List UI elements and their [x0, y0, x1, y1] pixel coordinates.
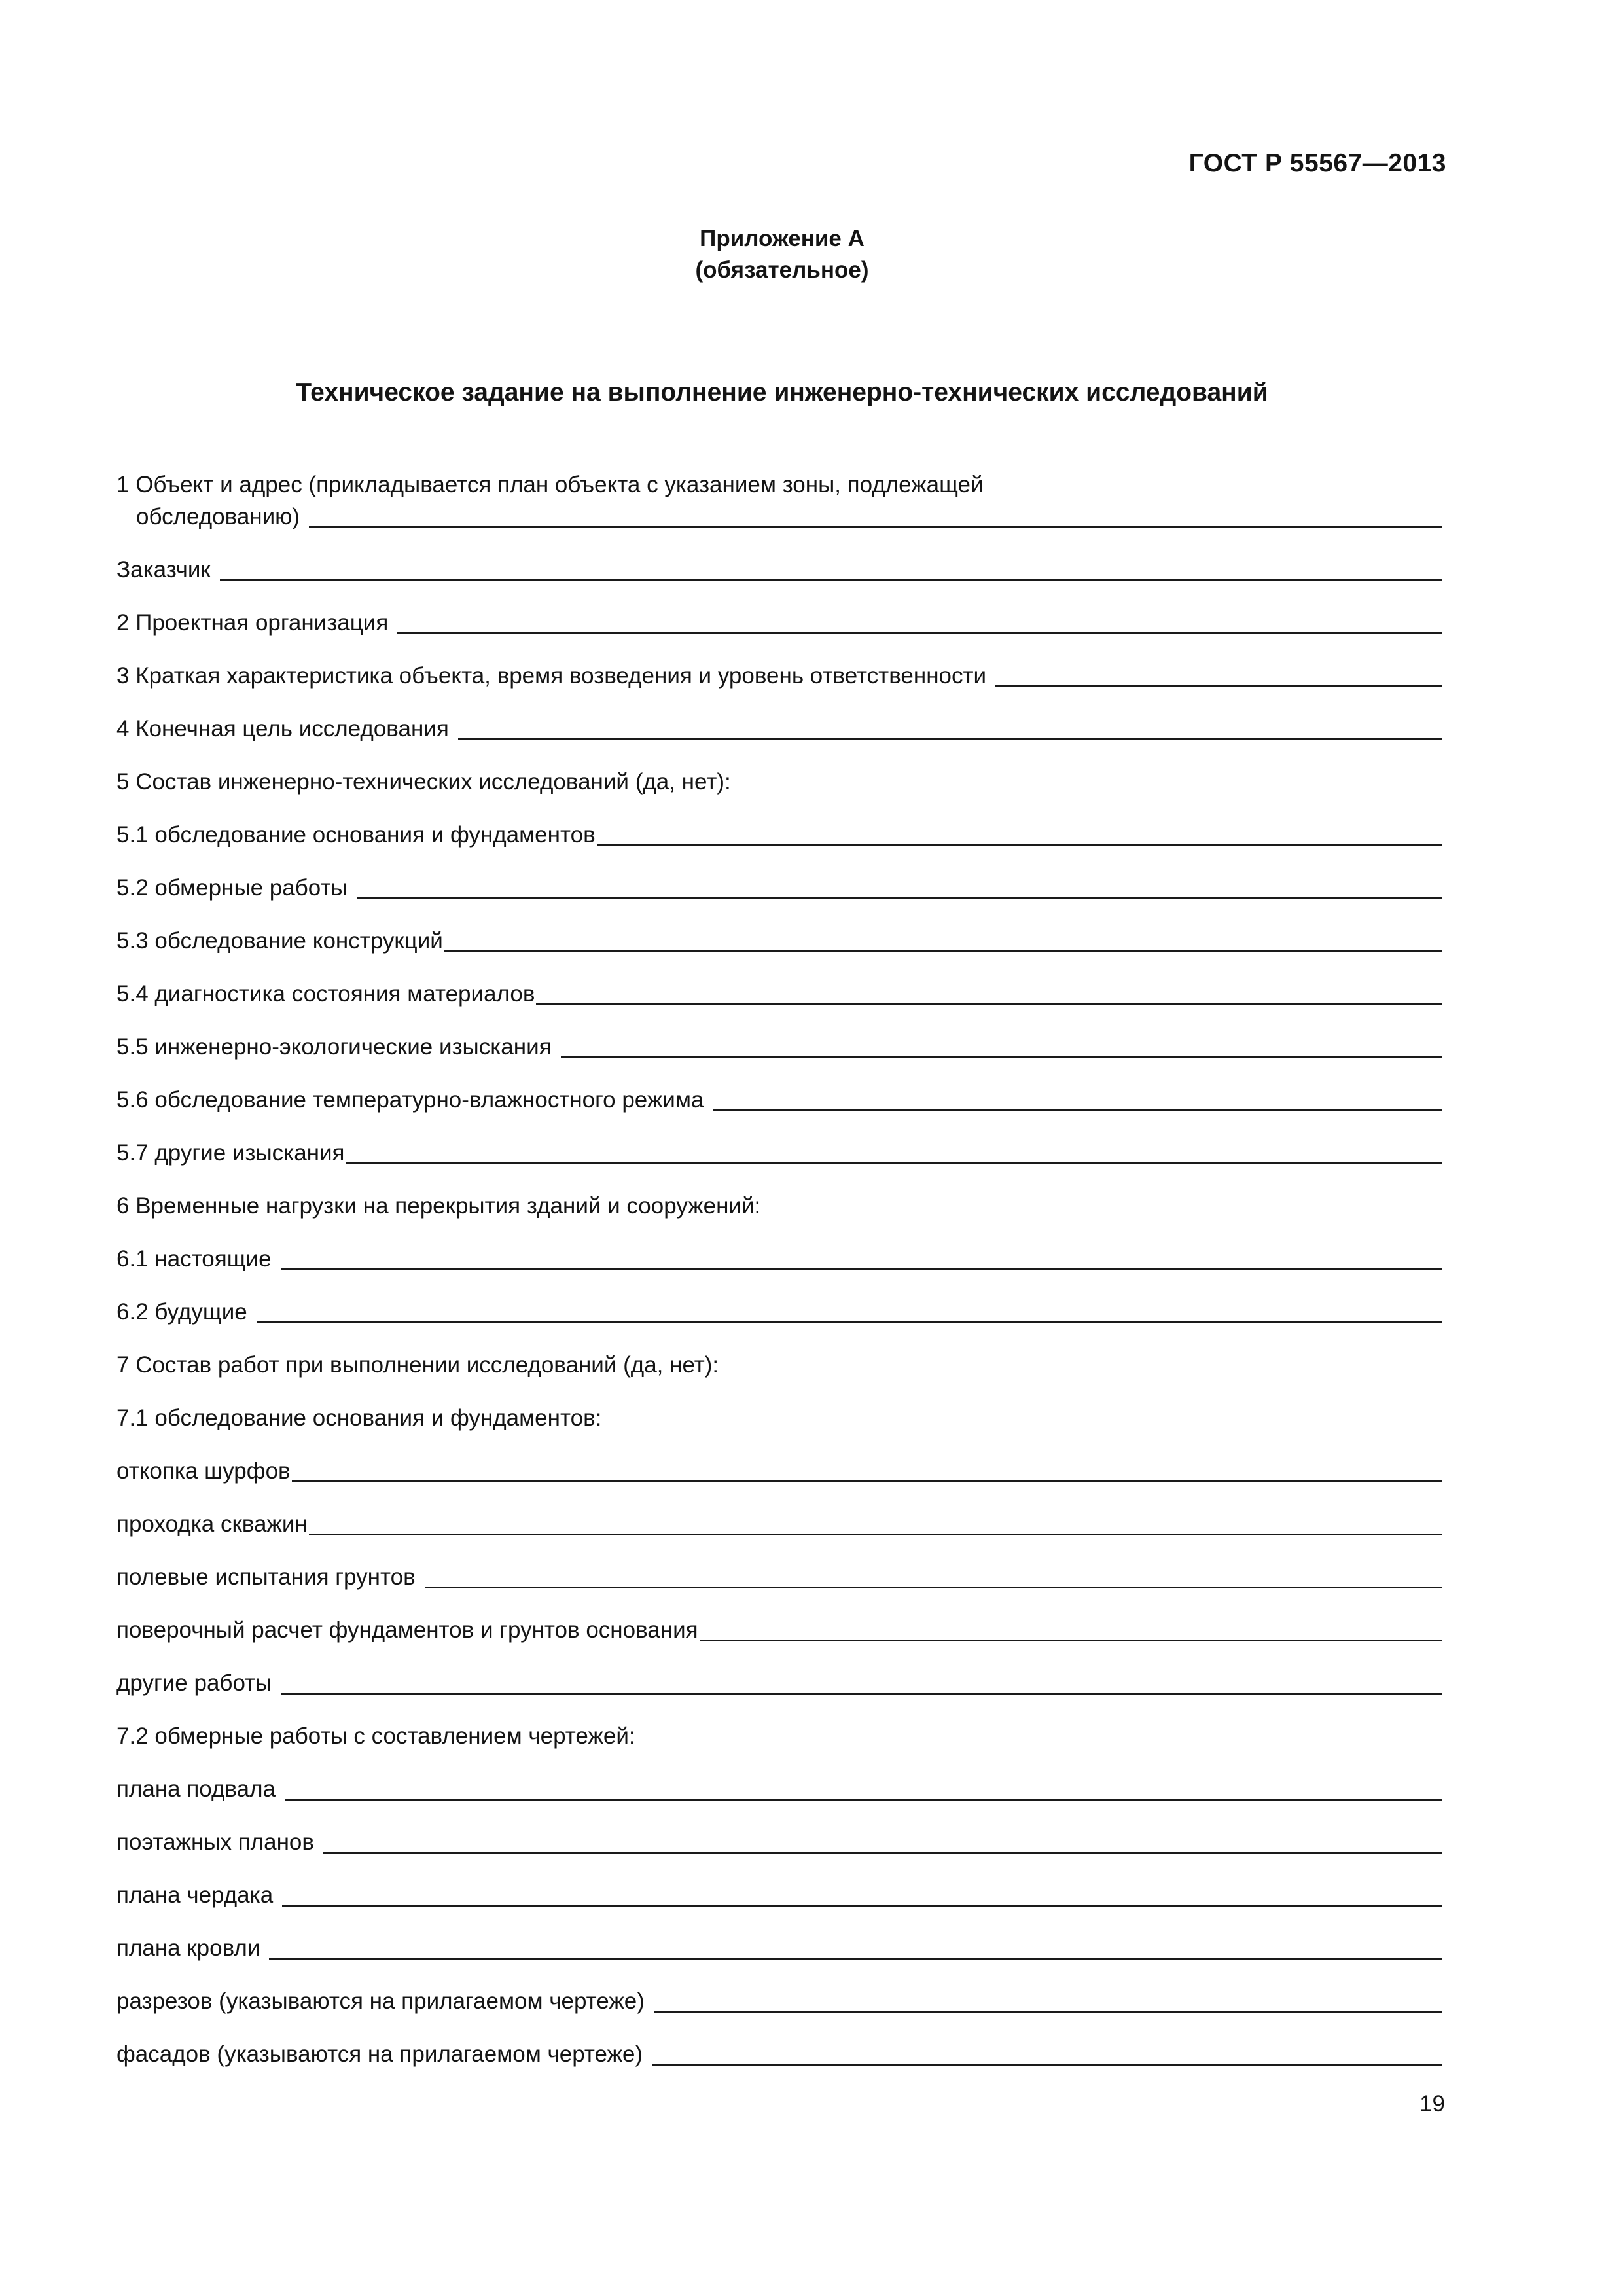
customer-row: [116, 530, 1442, 583]
s5-5-label: 5.5 инженерно-экологические изыскания: [116, 1034, 552, 1060]
pits-field[interactable]: [292, 1480, 1442, 1482]
s7-1-heading: 7.1 обследование основания и фундаментов:: [116, 1405, 602, 1431]
design-org-field[interactable]: [397, 632, 1442, 634]
field-tests-label: полевые испытания грунтов: [116, 1564, 416, 1590]
composition-heading-row: [116, 742, 1442, 795]
basement-plan-field[interactable]: [285, 1799, 1442, 1801]
s5-3-field[interactable]: [444, 950, 1442, 952]
appendix-title: Приложение А: [700, 226, 865, 251]
s5-6-row: [116, 1060, 1442, 1113]
composition-heading: 5 Состав инженерно-технических исследований (да, нет):: [116, 769, 731, 795]
design-org-label: 2 Проектная организация: [116, 610, 389, 636]
sections-label: разрезов (указываются на прилагаемом чертеже): [116, 1988, 645, 2014]
s5-4-field[interactable]: [536, 1003, 1442, 1005]
s5-1-label: 5.1 обследование основания и фундаментов: [116, 822, 596, 848]
object-address-label: 1 Объект и адрес (прикладывается план объекта с указанием зоны, подлежащей: [116, 472, 984, 497]
field-tests-row: [116, 1537, 1442, 1590]
floor-plans-field[interactable]: [323, 1852, 1442, 1854]
object-address-label-cont: обследованию): [136, 504, 300, 529]
brief-row: [116, 636, 1442, 689]
roof-plan-field[interactable]: [269, 1958, 1442, 1960]
s7-2-heading: 7.2 обмерные работы с составлением чертежей:: [116, 1723, 635, 1749]
page-number: 19: [1419, 2091, 1445, 2117]
check-calc-label: поверочный расчет фундаментов и грунтов основания: [116, 1617, 698, 1643]
roof-plan-row: [116, 1909, 1442, 1962]
other-works-label: другие работы: [116, 1670, 272, 1696]
attic-plan-label: плана чердака: [116, 1882, 274, 1908]
facades-label: фасадов (указываются на прилагаемом чертеже): [116, 2041, 643, 2067]
s7-2-heading-row: [116, 1696, 1442, 1749]
design-org-row: [116, 583, 1442, 636]
s5-6-field[interactable]: [713, 1109, 1442, 1111]
s5-4-row: [116, 954, 1442, 1007]
customer-label: Заказчик: [116, 557, 211, 583]
field-tests-field[interactable]: [425, 1587, 1442, 1588]
floor-plans-row: [116, 1803, 1442, 1856]
s5-2-label: 5.2 обмерные работы: [116, 875, 348, 901]
sections-field[interactable]: [654, 2011, 1442, 2013]
goal-label: 4 Конечная цель исследования: [116, 716, 449, 742]
facades-row: [116, 2015, 1442, 2068]
s5-7-label: 5.7 другие изыскания: [116, 1140, 345, 1166]
s5-2-field[interactable]: [357, 897, 1442, 899]
object-address-field[interactable]: [309, 526, 1442, 528]
object-address-row: [116, 500, 1442, 530]
brief-label: 3 Краткая характеристика объекта, время возведения и уровень ответственности: [116, 663, 987, 689]
customer-field[interactable]: [220, 579, 1442, 581]
pits-label: откопка шурфов: [116, 1458, 291, 1484]
boreholes-field[interactable]: [309, 1534, 1442, 1535]
boreholes-row: [116, 1484, 1442, 1537]
s5-2-row: [116, 848, 1442, 901]
s6-2-row: [116, 1272, 1442, 1325]
s6-2-field[interactable]: [257, 1321, 1442, 1323]
form-title: Техническое задание на выполнение инженерно-технических исследований: [296, 378, 1268, 406]
s6-1-label: 6.1 настоящие: [116, 1246, 272, 1272]
sections-row: [116, 1962, 1442, 2015]
s5-1-field[interactable]: [597, 844, 1442, 846]
s5-1-row: [116, 795, 1442, 848]
boreholes-label: проходка скважин: [116, 1511, 308, 1537]
terms-of-reference-form: [116, 470, 1442, 2068]
works-heading-row: [116, 1325, 1442, 1378]
other-works-field[interactable]: [281, 1693, 1442, 1695]
s6-1-field[interactable]: [281, 1268, 1442, 1270]
goal-row: [116, 689, 1442, 742]
basement-plan-label: плана подвала: [116, 1776, 276, 1802]
s7-1-heading-row: [116, 1378, 1442, 1431]
facades-field[interactable]: [652, 2064, 1442, 2066]
floor-plans-label: поэтажных планов: [116, 1829, 314, 1855]
s5-3-label: 5.3 обследование конструкций: [116, 928, 443, 954]
document-code: ГОСТ Р 55567—2013: [1188, 149, 1446, 177]
roof-plan-label: плана кровли: [116, 1935, 260, 1961]
s6-2-label: 6.2 будущие: [116, 1299, 247, 1325]
s5-7-row: [116, 1113, 1442, 1166]
appendix-status: (обязательное): [695, 257, 869, 283]
attic-plan-field[interactable]: [282, 1905, 1442, 1907]
s5-6-label: 5.6 обследование температурно-влажностного режима: [116, 1087, 704, 1113]
pits-row: [116, 1431, 1442, 1484]
attic-plan-row: [116, 1856, 1442, 1909]
brief-field[interactable]: [995, 685, 1442, 687]
s5-5-field[interactable]: [561, 1056, 1442, 1058]
s6-1-row: [116, 1219, 1442, 1272]
loads-heading: 6 Временные нагрузки на перекрытия зданий и сооружений:: [116, 1193, 761, 1219]
basement-plan-row: [116, 1749, 1442, 1803]
check-calc-field[interactable]: [700, 1640, 1442, 1641]
works-heading: 7 Состав работ при выполнении исследований (да, нет):: [116, 1352, 719, 1378]
check-calc-row: [116, 1590, 1442, 1643]
goal-field[interactable]: [458, 738, 1442, 740]
s5-4-label: 5.4 диагностика состояния материалов: [116, 981, 535, 1007]
s5-5-row: [116, 1007, 1442, 1060]
loads-heading-row: [116, 1166, 1442, 1219]
s5-3-row: [116, 901, 1442, 954]
other-works-row: [116, 1643, 1442, 1696]
s5-7-field[interactable]: [346, 1162, 1442, 1164]
